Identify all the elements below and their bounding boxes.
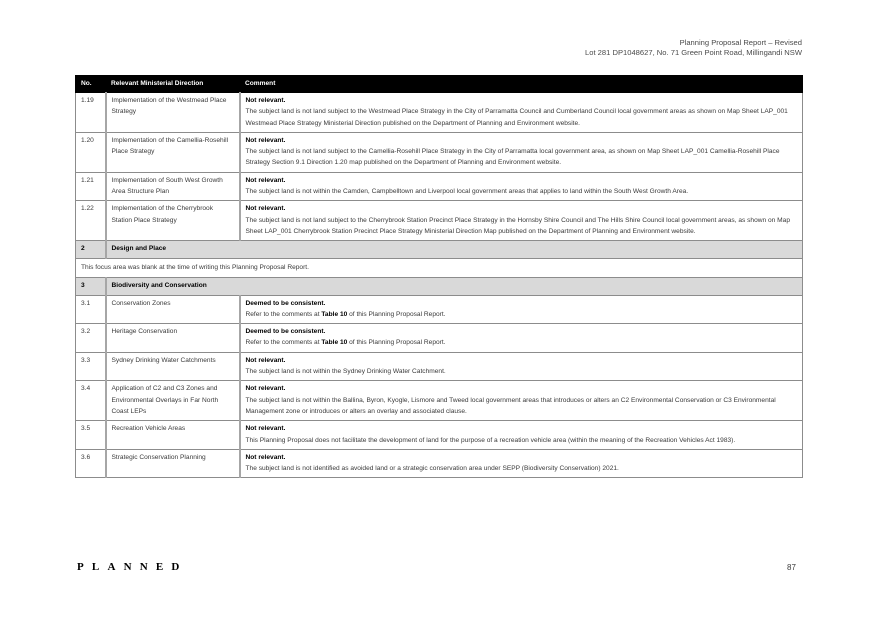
row-comment — [240, 295, 803, 324]
section-note: This focus area was blank at the time of writing this Planning Proposal Report. — [76, 259, 803, 277]
page-number: 87 — [787, 563, 796, 572]
section-number: 3 — [76, 277, 106, 295]
table-row — [76, 172, 803, 201]
row-direction: Heritage Conservation — [106, 324, 240, 353]
row-comment-text: The subject land is not land subject to the Cherrybrook Station Precinct Place Strategy in the Hornsby Shire Council and The Hills Shire Council local government areas, as shown on Map Sheet LAP_001 Cherrybrook Station Precinct Place Strategy Ministerial Direction Map published on the Department of Planning and Environment website. — [245, 216, 791, 235]
row-verdict: Not relevant. — [245, 425, 286, 433]
row-verdict: Not relevant. — [245, 176, 286, 184]
row-comment — [240, 421, 803, 450]
row-comment-text: The subject land is not identified as avoided land or a strategic conservation area under SEPP (Biodiversity Conservation) 2021. — [245, 465, 619, 473]
row-comment-text: The subject land is not within the Ballina, Byron, Kyogle, Lismore and Tweed local government areas that introduces or alters an C2 Environmental Conservation or C3 Environmental Management zone or introduces or alters an overlay and associated clause. — [245, 396, 776, 415]
row-verdict: Not relevant. — [245, 385, 286, 393]
section-note-row — [76, 259, 803, 277]
row-comment-text: The subject land is not land subject to the Camellia-Rosehill Place Strategy in the City of Parramatta local government area, as shown on Map Sheet LAP_001 Camellia-Rosehill Place Strategy Section 9.1 Direction 1.20 map published on the Department of Planning and Environment website. — [245, 148, 780, 167]
row-verdict: Not relevant. — [245, 136, 286, 144]
column-header-no: No. — [76, 76, 106, 93]
row-number: 3.2 — [76, 324, 106, 353]
row-direction: Implementation of the Cherrybrook Station Place Strategy — [106, 201, 240, 241]
row-comment — [240, 172, 803, 201]
row-comment-pre: Refer to the comments at — [245, 339, 322, 347]
section-title: Design and Place — [106, 241, 803, 259]
row-comment-text: The subject land is not within the Camden, Campbelltown and Liverpool local government areas that applies to land within the South West Growth Area. — [245, 188, 689, 196]
row-direction: Conservation Zones — [106, 295, 240, 324]
row-comment-post: of this Planning Proposal Report. — [347, 310, 446, 318]
table-row — [76, 352, 803, 381]
row-direction: Implementation of South West Growth Area Structure Plan — [106, 172, 240, 201]
row-number: 1.19 — [76, 93, 106, 133]
row-direction: Application of C2 and C3 Zones and Environmental Overlays in Far North Coast LEPs — [106, 381, 240, 421]
table-row — [76, 421, 803, 450]
row-direction: Implementation of the Westmead Place Strategy — [106, 93, 240, 133]
row-number: 1.20 — [76, 132, 106, 172]
row-comment — [240, 93, 803, 133]
section-title: Biodiversity and Conservation — [106, 277, 803, 295]
row-verdict: Not relevant. — [245, 205, 286, 213]
row-comment-text: The subject land is not land subject to the Westmead Place Strategy in the City of Parramatta Council and Cumberland Council local government areas as shown on Map Sheet LAP_001 Westmead Place Strategy Ministerial Direction published on the Department of Planning and Environment website. — [245, 108, 788, 127]
row-direction: Sydney Drinking Water Catchments — [106, 352, 240, 381]
row-number: 1.22 — [76, 201, 106, 241]
table-row — [76, 201, 803, 241]
table-reference: Table 10 — [321, 310, 348, 318]
row-comment-text: This Planning Proposal does not facilitate the development of land for the purpose of a recreation vehicle area (within the meaning of the Recreation Vehicles Act 1983). — [245, 436, 736, 444]
section-row-biodiversity-and-conservation — [76, 277, 803, 295]
row-comment-text: The subject land is not within the Sydney Drinking Water Catchment. — [245, 368, 446, 376]
row-number: 3.5 — [76, 421, 106, 450]
table-row — [76, 295, 803, 324]
column-header-direction: Relevant Ministerial Direction — [106, 76, 240, 93]
row-number: 3.3 — [76, 352, 106, 381]
row-verdict: Not relevant. — [245, 97, 286, 104]
property-address: Lot 281 DP1048627, No. 71 Green Point Road, Millingandi NSW — [585, 48, 802, 57]
table-row — [76, 132, 803, 172]
page-header — [585, 38, 802, 58]
table-row — [76, 93, 803, 133]
row-verdict: Not relevant. — [245, 453, 286, 461]
planned-logo: PLANNED — [77, 561, 188, 573]
section-row-design-and-place — [76, 241, 803, 259]
row-comment — [240, 352, 803, 381]
column-header-comment: Comment — [240, 76, 803, 93]
row-number: 3.4 — [76, 381, 106, 421]
section-number: 2 — [76, 241, 106, 259]
table-row — [76, 324, 803, 353]
row-number: 3.1 — [76, 295, 106, 324]
row-comment — [240, 449, 803, 478]
row-direction: Recreation Vehicle Areas — [106, 421, 240, 450]
table-row — [76, 381, 803, 421]
row-verdict: Deemed to be consistent. — [245, 328, 326, 336]
table-reference: Table 10 — [321, 339, 348, 347]
row-comment — [240, 132, 803, 172]
row-verdict: Not relevant. — [245, 356, 286, 364]
row-comment-post: of this Planning Proposal Report. — [347, 339, 446, 347]
row-number: 1.21 — [76, 172, 106, 201]
row-number: 3.6 — [76, 449, 106, 478]
row-direction: Strategic Conservation Planning — [106, 449, 240, 478]
row-comment — [240, 324, 803, 353]
ministerial-directions-table — [75, 75, 803, 478]
row-verdict: Deemed to be consistent. — [245, 299, 326, 307]
report-title: Planning Proposal Report – Revised — [679, 38, 802, 47]
row-direction: Implementation of the Camellia-Rosehill Place Strategy — [106, 132, 240, 172]
row-comment — [240, 201, 803, 241]
row-comment — [240, 381, 803, 421]
table-header-row — [76, 76, 803, 93]
row-comment-pre: Refer to the comments at — [245, 310, 322, 318]
table-row — [76, 449, 803, 478]
